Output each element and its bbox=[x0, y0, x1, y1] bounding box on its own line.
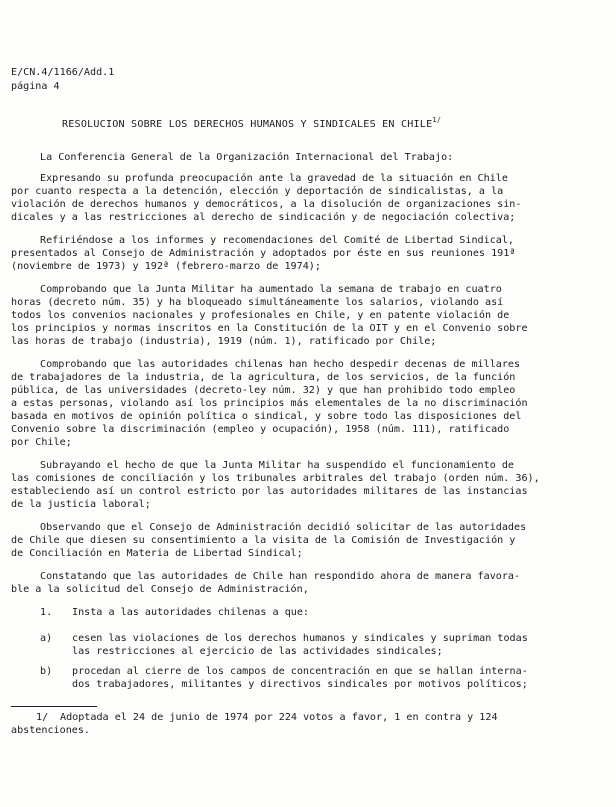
paragraph-line: por Chile; bbox=[11, 437, 72, 448]
paragraph-line: Refiriéndose a los informes y recomendaciones del Comité de Libertad Sindical, bbox=[40, 235, 515, 246]
item-line: dos trabajadores, militantes y directivos sindicales por motivos políticos; bbox=[72, 679, 528, 690]
paragraph-line: todos los convenios nacionales y profesionales en Chile, y en patente violación de bbox=[11, 310, 510, 321]
item-label: b) bbox=[40, 666, 53, 677]
resolution-title bbox=[62, 116, 442, 130]
paragraph-line: violación de derechos humanos y democráticos, a la disolución de organizaciones sin- bbox=[11, 199, 522, 210]
paragraph-line: (noviembre de 1973) y 192ª (febrero-marzo de 1974); bbox=[11, 261, 321, 272]
paragraph-line: a estas personas, violando así los principios más elementales de la no discriminación bbox=[11, 398, 528, 409]
paragraph-line: Observando que el Consejo de Administración decidió solicitar de las autoridades bbox=[40, 522, 527, 533]
paragraph-line: horas (decreto núm. 35) y ha bloqueado simultáneamente los salarios, violando así bbox=[11, 297, 504, 308]
paragraph-line: las comisiones de conciliación y los tribunales arbitrales del trabajo (orden núm. 36), bbox=[11, 473, 540, 484]
paragraph-line: pública, de las universidades (decreto-ley núm. 32) y que han prohibido todo empleo bbox=[11, 385, 516, 396]
paragraph-line: ble a la solicitud del Consejo de Administración, bbox=[11, 584, 309, 595]
footnote-marker: 1/ bbox=[36, 712, 49, 723]
footnote-divider bbox=[11, 706, 97, 707]
footnote-line: Adoptada el 24 de junio de 1974 por 224 votos a favor, 1 en contra y 124 bbox=[60, 712, 498, 723]
paragraph-line: dicales y a las restricciones al derecho de sindicación y de negociación colectiva; bbox=[11, 212, 516, 223]
intro-line: La Conferencia General de la Organización Internacional del Trabajo: bbox=[40, 152, 454, 163]
paragraph-line: las horas de trabajo (industria), 1919 (núm. 1), ratificado por Chile; bbox=[11, 336, 437, 347]
item-line: las restricciones al ejercicio de las actividades sindicales; bbox=[72, 646, 443, 657]
paragraph-line: Expresando su profunda preocupación ante la gravedad de la situación en Chile bbox=[40, 173, 508, 184]
item-label: 1. bbox=[40, 607, 53, 618]
footnote-line: abstenciones. bbox=[11, 725, 91, 736]
paragraph-line: Constatando que las autoridades de Chile han respondido ahora de manera favora- bbox=[40, 571, 521, 582]
paragraph-line: Convenio sobre la discriminación (empleo y ocupación), 1958 (núm. 111), ratificado bbox=[11, 424, 510, 435]
document-reference: E/CN.4/1166/Add.1 bbox=[11, 67, 115, 78]
item-line: procedan al cierre de los campos de concentración en que se hallan interna- bbox=[72, 666, 528, 677]
paragraph-line: los principios y normas inscritos en la Constitución de la OIT y en el Convenio sobre bbox=[11, 323, 528, 334]
paragraph-line: estableciendo así un control estricto por las autoridades militares de las instancias bbox=[11, 486, 528, 497]
paragraph-line: de trabajadores de la industria, de la agricultura, de los servicios, de la función bbox=[11, 372, 516, 383]
item-line: Insta a las autoridades chilenas a que: bbox=[72, 607, 310, 618]
paragraph-line: de la justicia laboral; bbox=[11, 499, 151, 510]
paragraph-line: basada en motivos de opinión política o sindical, y sobre todo las disposiciones del bbox=[11, 411, 522, 422]
paragraph-line: de Chile que diesen su consentimiento a la visita de la Comisión de Investigación y bbox=[11, 535, 516, 546]
page-number: página 4 bbox=[11, 81, 60, 92]
title-footnote-marker: 1/ bbox=[432, 116, 442, 124]
item-line: cesen las violaciones de los derechos humanos y sindicales y supriman todas bbox=[72, 633, 528, 644]
title-text: RESOLUCION SOBRE LOS DERECHOS HUMANOS Y SINDICALES EN CHILE bbox=[62, 119, 433, 130]
paragraph-line: de Conciliación en Materia de Libertad Sindical; bbox=[11, 548, 303, 559]
paragraph-line: Comprobando que la Junta Militar ha aumentado la semana de trabajo en cuatro bbox=[40, 284, 502, 295]
paragraph-line: por cuanto respecta a la detención, elección y deportación de sindicalistas, a la bbox=[11, 186, 504, 197]
item-label: a) bbox=[40, 633, 53, 644]
paragraph-line: Comprobando que las autoridades chilenas han hecho despedir decenas de millares bbox=[40, 359, 521, 370]
paragraph-line: presentados al Consejo de Administración y adoptados por éste en sus reuniones 191ª bbox=[11, 248, 516, 259]
paragraph-line: Subrayando el hecho de que la Junta Militar ha suspendido el funcionamiento de bbox=[40, 460, 515, 471]
